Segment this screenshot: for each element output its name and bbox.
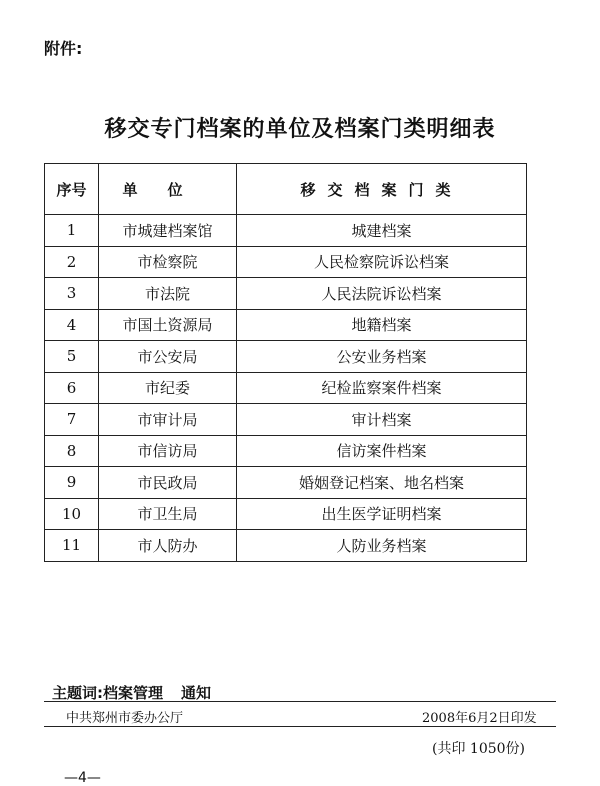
row-number: 7	[45, 404, 99, 436]
table-row	[45, 530, 527, 562]
row-category: 人民法院诉讼档案	[237, 278, 527, 310]
row-number: 1	[45, 215, 99, 247]
row-number: 4	[45, 309, 99, 341]
row-category: 出生医学证明档案	[237, 498, 527, 530]
table-row	[45, 498, 527, 530]
row-unit: 市审计局	[99, 404, 237, 436]
document-title: 移交专门档案的单位及档案门类明细表	[104, 117, 496, 142]
row-number: 3	[45, 278, 99, 310]
row-unit: 市信访局	[99, 435, 237, 467]
row-category: 审计档案	[237, 404, 527, 436]
header-archive-category: 移交档案门类	[237, 164, 527, 215]
row-category: 人防业务档案	[237, 530, 527, 562]
row-category: 城建档案	[237, 215, 527, 247]
row-unit: 市城建档案馆	[99, 215, 237, 247]
table-row	[45, 246, 527, 278]
row-unit: 市纪委	[99, 372, 237, 404]
table-row	[45, 278, 527, 310]
row-number: 5	[45, 341, 99, 373]
row-unit: 市检察院	[99, 246, 237, 278]
table-row	[45, 435, 527, 467]
keyword-archive-management: 档案管理	[103, 684, 164, 702]
archive-detail-table	[44, 163, 527, 562]
page-number: —4—	[64, 770, 101, 786]
issuing-office: 中共郑州市委办公厅	[66, 711, 184, 726]
row-number: 11	[45, 530, 99, 562]
footer-divider-top	[44, 701, 556, 702]
table-row	[45, 467, 527, 499]
keyword-notice: 通知	[181, 684, 212, 702]
attachment-label: 附件:	[44, 39, 83, 58]
subject-keywords	[52, 682, 211, 703]
row-category: 信访案件档案	[237, 435, 527, 467]
table-row	[45, 309, 527, 341]
row-category: 公安业务档案	[237, 341, 527, 373]
table-row	[45, 215, 527, 247]
footer-divider-bottom	[44, 726, 556, 727]
keywords-label: 主题词:	[52, 684, 103, 702]
issue-date: 2008年6月2日印发	[422, 711, 537, 726]
row-unit: 市国土资源局	[99, 309, 237, 341]
table-row	[45, 372, 527, 404]
table-row	[45, 404, 527, 436]
row-unit: 市民政局	[99, 467, 237, 499]
row-unit: 市人防办	[99, 530, 237, 562]
row-unit: 市法院	[99, 278, 237, 310]
row-category: 人民检察院诉讼档案	[237, 246, 527, 278]
row-category: 地籍档案	[237, 309, 527, 341]
table-header-row	[45, 164, 527, 215]
row-number: 6	[45, 372, 99, 404]
header-serial-number: 序号	[45, 164, 99, 215]
row-number: 2	[45, 246, 99, 278]
row-category: 纪检监察案件档案	[237, 372, 527, 404]
row-category: 婚姻登记档案、地名档案	[237, 467, 527, 499]
row-unit: 市卫生局	[99, 498, 237, 530]
header-unit: 单位	[99, 164, 237, 215]
row-unit: 市公安局	[99, 341, 237, 373]
row-number: 9	[45, 467, 99, 499]
row-number: 8	[45, 435, 99, 467]
print-copies: (共印 1050份)	[432, 741, 526, 757]
table-row	[45, 341, 527, 373]
row-number: 10	[45, 498, 99, 530]
